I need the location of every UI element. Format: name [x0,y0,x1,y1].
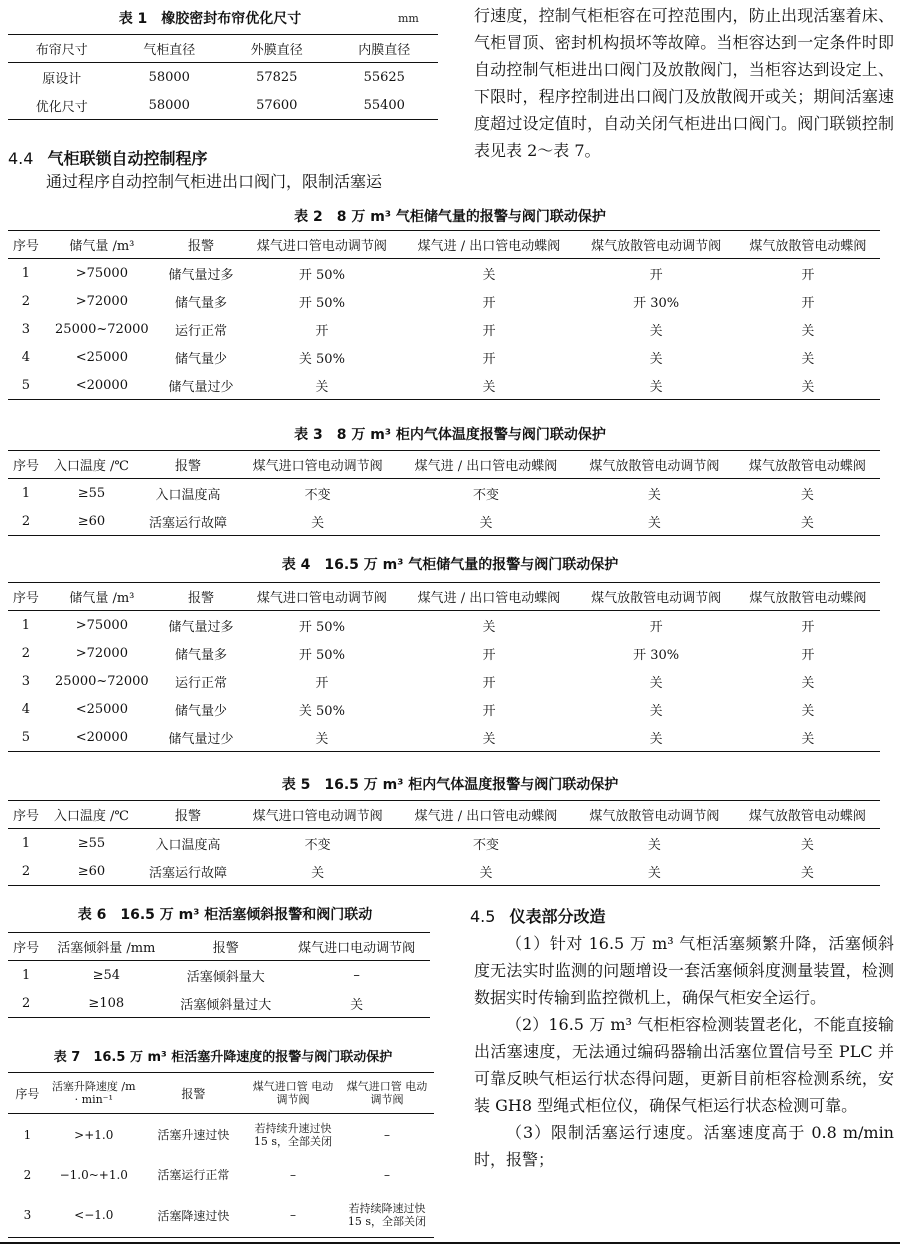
table-cell: 开 [649,619,663,635]
table-cell: 活塞升速过快 [157,1128,230,1143]
table-cell: 关 [649,675,663,691]
table-row [8,1114,434,1156]
table-row [8,479,880,508]
table-cell: 关 [800,487,814,503]
section-4-4-text-right: 行速度，控制气柜柜容在可控范围内，防止出现活塞着床、气柜冒顶、密封机构损坏等故障。当柜容达到一定条件时即自动控制气柜进出口阀门及放散阀门，当柜容达到设定上、下限时，程序控制进出口阀门及放散阀开或关；期间活塞速度超过设定值时，自动关闭气柜进出口阀门。阀门联锁控制表见表 2～表 7。 [474,6,894,160]
table-cell: 3 [21,321,30,337]
table7-header: 报警 [141,1073,246,1114]
table-cell: ≥55 [77,485,106,501]
table-cell: 关 [801,703,815,719]
table2-header: 煤气进 / 出口管电动蝶阀 [402,231,577,259]
table-cell: 关 [576,723,736,752]
table-cell: 活塞倾斜量大 [186,969,265,985]
table-cell: 开 [315,323,329,339]
table-cell: 4 [21,701,30,717]
table-cell: 关 [576,371,736,400]
table-cell: 2 [8,989,44,1018]
table-cell: ≥60 [44,857,139,886]
table7-header-row [8,1073,434,1114]
table-cell: 开 [801,267,815,283]
table-cell: 储气量过少 [160,723,242,752]
table-cell: 储气量过多 [168,267,234,283]
table7-header: 活塞升降速度 /m · min⁻¹ [47,1073,141,1114]
table-cell: 57825 [256,69,298,85]
table-cell: 活塞运行故障 [139,857,237,886]
table-cell: 4 [21,349,30,365]
table-row [8,695,880,723]
table2-header: 报警 [160,231,242,259]
table4-title: 表 4 16.5 万 m³ 气柜储气量的报警与阀门联动保护 [281,557,619,573]
table-row [8,343,880,371]
table-cell: 关 [482,267,496,283]
table5-header: 煤气放散管电动蝶阀 [735,801,880,829]
table-row [8,829,880,858]
table-cell: 2 [8,507,44,536]
table6 [8,932,430,1018]
section-title: 气柜联锁自动控制程序 [47,149,208,168]
table-row [8,989,430,1018]
table-cell: 开 [482,323,496,339]
table4-header: 煤气放散管电动调节阀 [576,583,736,611]
paragraph: （3）限制活塞运行速度。活塞速度高于 0.8 m/min 时，报警； [474,1123,894,1169]
table-row [8,611,880,640]
table-cell: 5 [8,371,44,400]
table5-title: 表 5 16.5 万 m³ 柜内气体温度报警与阀门联动保护 [281,777,619,793]
table-cell: >75000 [75,617,128,633]
table-cell: 储气量多 [175,647,228,663]
table-row [8,507,880,536]
table-row [8,667,880,695]
table-cell: 不变 [304,837,331,853]
table5-header: 序号 [8,801,44,829]
table-cell: >72000 [75,645,128,661]
table-cell: 1 [22,967,31,983]
table-cell: 关 [242,723,402,752]
table1-header: 气柜直径 [116,35,224,63]
table5-header-row [8,801,880,829]
paragraph: （2）16.5 万 m³ 气柜柜容检测装置老化，不能直接输出活塞速度，无法通过编码器输出活塞位置信号至 PLC 并可靠反映气柜运行状态得问题，更新目前柜容检测系统，安装 GH8 型绳式柜位仪，确保气柜运行状态检测可靠。 [474,1015,894,1115]
table2-title: 表 2 8 万 m³ 气柜储气量的报警与阀门联动保护 [294,209,606,225]
table5-header: 煤气进 / 出口管电动蝶阀 [398,801,574,829]
table-cell: 储气量少 [175,703,228,719]
table4-header: 煤气进口管电动调节阀 [242,583,402,611]
table-cell: 关 [801,675,815,691]
table-cell: 关 [398,857,574,886]
table-cell: 关 [647,487,661,503]
table-row [8,723,880,752]
table5-header: 煤气放散管电动调节阀 [574,801,735,829]
table-cell: 储气量多 [175,295,228,311]
section-number: 4.4 [8,149,34,168]
table-cell: 活塞倾斜量过大 [168,989,283,1018]
table4-header: 序号 [8,583,44,611]
table-cell: 1 [21,835,31,851]
table-cell: 不变 [472,837,499,853]
section-4-5-body [474,930,894,1173]
table1-unit: mm [398,12,419,25]
table4-header: 煤气放散管电动蝶阀 [736,583,880,611]
table-cell: 关 [649,323,663,339]
table3-header: 煤气放散管电动调节阀 [574,451,735,479]
table2-header: 序号 [8,231,44,259]
section-4-4-text-left: 通过程序自动控制气柜进出口阀门，限制活塞运 [46,172,383,191]
table-cell: 57600 [223,91,331,120]
table-cell: −1.0~+1.0 [59,1167,128,1182]
table-cell: 运行正常 [175,323,228,339]
table-cell: 开 50% [298,619,345,635]
table-cell: 开 30% [633,647,680,663]
table-cell: 开 50% [298,267,345,283]
table-cell: 活塞降速过快 [141,1194,246,1238]
table-cell: – [384,1167,390,1182]
section-4-4-heading [8,146,207,169]
table7-header: 煤气进口管 电动调节阀 [340,1073,434,1114]
table-cell: 不变 [304,487,331,503]
table4 [8,582,880,752]
table3-header: 煤气放散管电动蝶阀 [735,451,880,479]
table3-header: 报警 [139,451,237,479]
table-cell: 关 [801,351,815,367]
table-row [8,259,880,288]
table-cell: 2 [21,293,30,309]
table-cell: <25000 [75,701,128,717]
table2-header-row [8,231,880,259]
table-cell: 原设计 [42,71,82,87]
table-cell: 3 [21,673,30,689]
table1-title: 表 1 橡胶密封布帘优化尺寸 [118,11,302,27]
table-cell: 关 [736,723,880,752]
table-cell: 开 [482,295,496,311]
table-cell: 关 50% [298,351,345,367]
table-cell: 运行正常 [175,675,228,691]
table6-header-row [8,933,430,961]
table2-header: 煤气进口管电动调节阀 [242,231,402,259]
table4-header-row [8,583,880,611]
table-cell: – [246,1194,340,1238]
table-cell: 若持续降速过快 15 s，全部关闭 [340,1194,434,1238]
table-cell: 3 [8,1194,47,1238]
table3-header-row [8,451,880,479]
table-row [8,371,880,400]
table-cell: 关 [800,837,814,853]
table1-header: 内膜直径 [331,35,439,63]
table-cell: 关 [402,371,577,400]
table-cell: 关 [649,351,663,367]
table7-title: 表 7 16.5 万 m³ 柜活塞升降速度的报警与阀门联动保护 [53,1050,393,1065]
table-cell: 储气量过多 [168,619,234,635]
table-cell: 关 [735,857,880,886]
table-cell: 关 [283,989,430,1018]
table-cell: 开 [801,647,815,663]
table2-header: 煤气放散管电动蝶阀 [736,231,880,259]
table4-header: 煤气进 / 出口管电动蝶阀 [402,583,577,611]
table-cell: ≥55 [77,835,106,851]
table2-header: 储气量 /m³ [44,231,160,259]
table-cell: >75000 [75,265,128,281]
table-cell: 关 [574,857,735,886]
table1-header: 外膜直径 [223,35,331,63]
table-cell: 入口温度高 [155,487,221,503]
table-cell: 关 [801,323,815,339]
table-cell: 开 [482,675,496,691]
table-cell: 关 [398,507,574,536]
table-cell: 开 [315,675,329,691]
table3 [8,450,880,536]
table-cell: 开 [482,647,496,663]
table7-header: 煤气进口管 电动调节阀 [246,1073,340,1114]
table-cell: 储气量过少 [160,371,242,400]
table1-header: 布帘尺寸 [8,35,116,63]
table-cell: 55400 [331,91,439,120]
table6-header: 报警 [168,933,283,961]
table-row [8,1156,434,1194]
table-cell: 1 [21,265,30,281]
table-row [8,857,880,886]
table2 [8,230,880,400]
table-cell: 关 [482,619,496,635]
table3-header: 入口温度 /℃ [44,451,139,479]
table-cell: ≥108 [44,989,168,1018]
table-cell: 1 [21,485,31,501]
table3-title: 表 3 8 万 m³ 柜内气体温度报警与阀门联动保护 [294,427,606,443]
table6-title: 表 6 16.5 万 m³ 柜活塞倾斜报警和阀门联动 [77,907,373,923]
table-cell: ≥60 [44,507,139,536]
paragraph: （1）针对 16.5 万 m³ 气柜活塞频繁升降，活塞倾斜度无法实时监测的问题增设一套活塞倾斜度测量装置，检测数据实时传输到监控微机上，确保气柜安全运行。 [474,934,894,1007]
table-cell: ≥54 [92,967,120,983]
table5-header: 煤气进口管电动调节阀 [237,801,398,829]
table-cell: 开 30% [633,295,680,311]
table3-header: 煤气进口管电动调节阀 [237,451,398,479]
table6-header: 序号 [8,933,44,961]
table1-header-row [8,35,438,63]
table-cell: 开 [482,351,496,367]
section-title: 仪表部分改造 [509,907,606,926]
table-cell: 关 [647,837,661,853]
table-cell: 关 50% [298,703,345,719]
table5-header: 入口温度 /℃ [44,801,139,829]
table6-header: 煤气进口电动调节阀 [283,933,430,961]
table-cell: <25000 [75,349,128,365]
table-row [8,315,880,343]
table-cell: 开 [482,703,496,719]
table-row [8,91,438,120]
page-bottom-rule [0,1242,900,1244]
table-row [8,1194,434,1238]
table4-header: 报警 [160,583,242,611]
table5-header: 报警 [139,801,237,829]
section-number: 4.5 [470,907,496,926]
table-cell: 5 [8,723,44,752]
table-cell: 关 [402,723,577,752]
table3-header: 序号 [8,451,44,479]
table-cell: 2 [21,645,30,661]
table-cell: 关 [736,371,880,400]
table4-header: 储气量 /m³ [44,583,160,611]
table-cell: 入口温度高 [155,837,221,853]
table-cell: 2 [8,857,44,886]
table-cell: 55625 [363,69,405,85]
table-cell: 开 50% [298,647,345,663]
table-cell: 关 [735,507,880,536]
table-cell: >+1.0 [74,1127,114,1142]
table-row [8,63,438,92]
section-4-5-heading [470,904,605,927]
table3-header: 煤气进 / 出口管电动蝶阀 [398,451,574,479]
table-cell: – [384,1127,390,1142]
table-cell: 开 [649,267,663,283]
table7 [8,1072,434,1238]
table-cell: 储气量少 [175,351,228,367]
table-cell: 关 [237,507,398,536]
table-cell: 关 [574,507,735,536]
table-row [8,639,880,667]
table-cell: 58000 [116,91,224,120]
table-cell: 开 [801,295,815,311]
table-row [8,961,430,990]
table-cell: 25000~72000 [55,321,149,337]
table-cell: 2 [23,1167,32,1182]
table1 [8,34,438,120]
table-cell: 关 [237,857,398,886]
table-cell: 优化尺寸 [8,91,116,120]
table-cell: – [290,1167,296,1182]
table-cell: 开 [801,619,815,635]
table-cell: 关 [242,371,402,400]
table2-header: 煤气放散管电动调节阀 [576,231,736,259]
table-row [8,287,880,315]
table-cell: – [353,967,360,983]
table-cell: 活塞运行故障 [139,507,237,536]
table-cell: 不变 [472,487,499,503]
table-cell: >72000 [75,293,128,309]
table-cell: <20000 [44,371,160,400]
table-cell: 若持续升速过快 15 s，全部关闭 [253,1121,333,1148]
table6-header: 活塞倾斜量 /mm [44,933,168,961]
table-cell: 1 [23,1127,32,1142]
table-cell: <20000 [44,723,160,752]
table7-header: 序号 [8,1073,47,1114]
table-cell: 25000~72000 [55,673,149,689]
table5 [8,800,880,886]
table-cell: 1 [21,617,30,633]
table-cell: 关 [649,703,663,719]
table-cell: 58000 [148,69,190,85]
table-cell: 开 50% [298,295,345,311]
table-cell: <−1.0 [47,1194,141,1238]
table-cell: 活塞运行正常 [157,1168,230,1182]
